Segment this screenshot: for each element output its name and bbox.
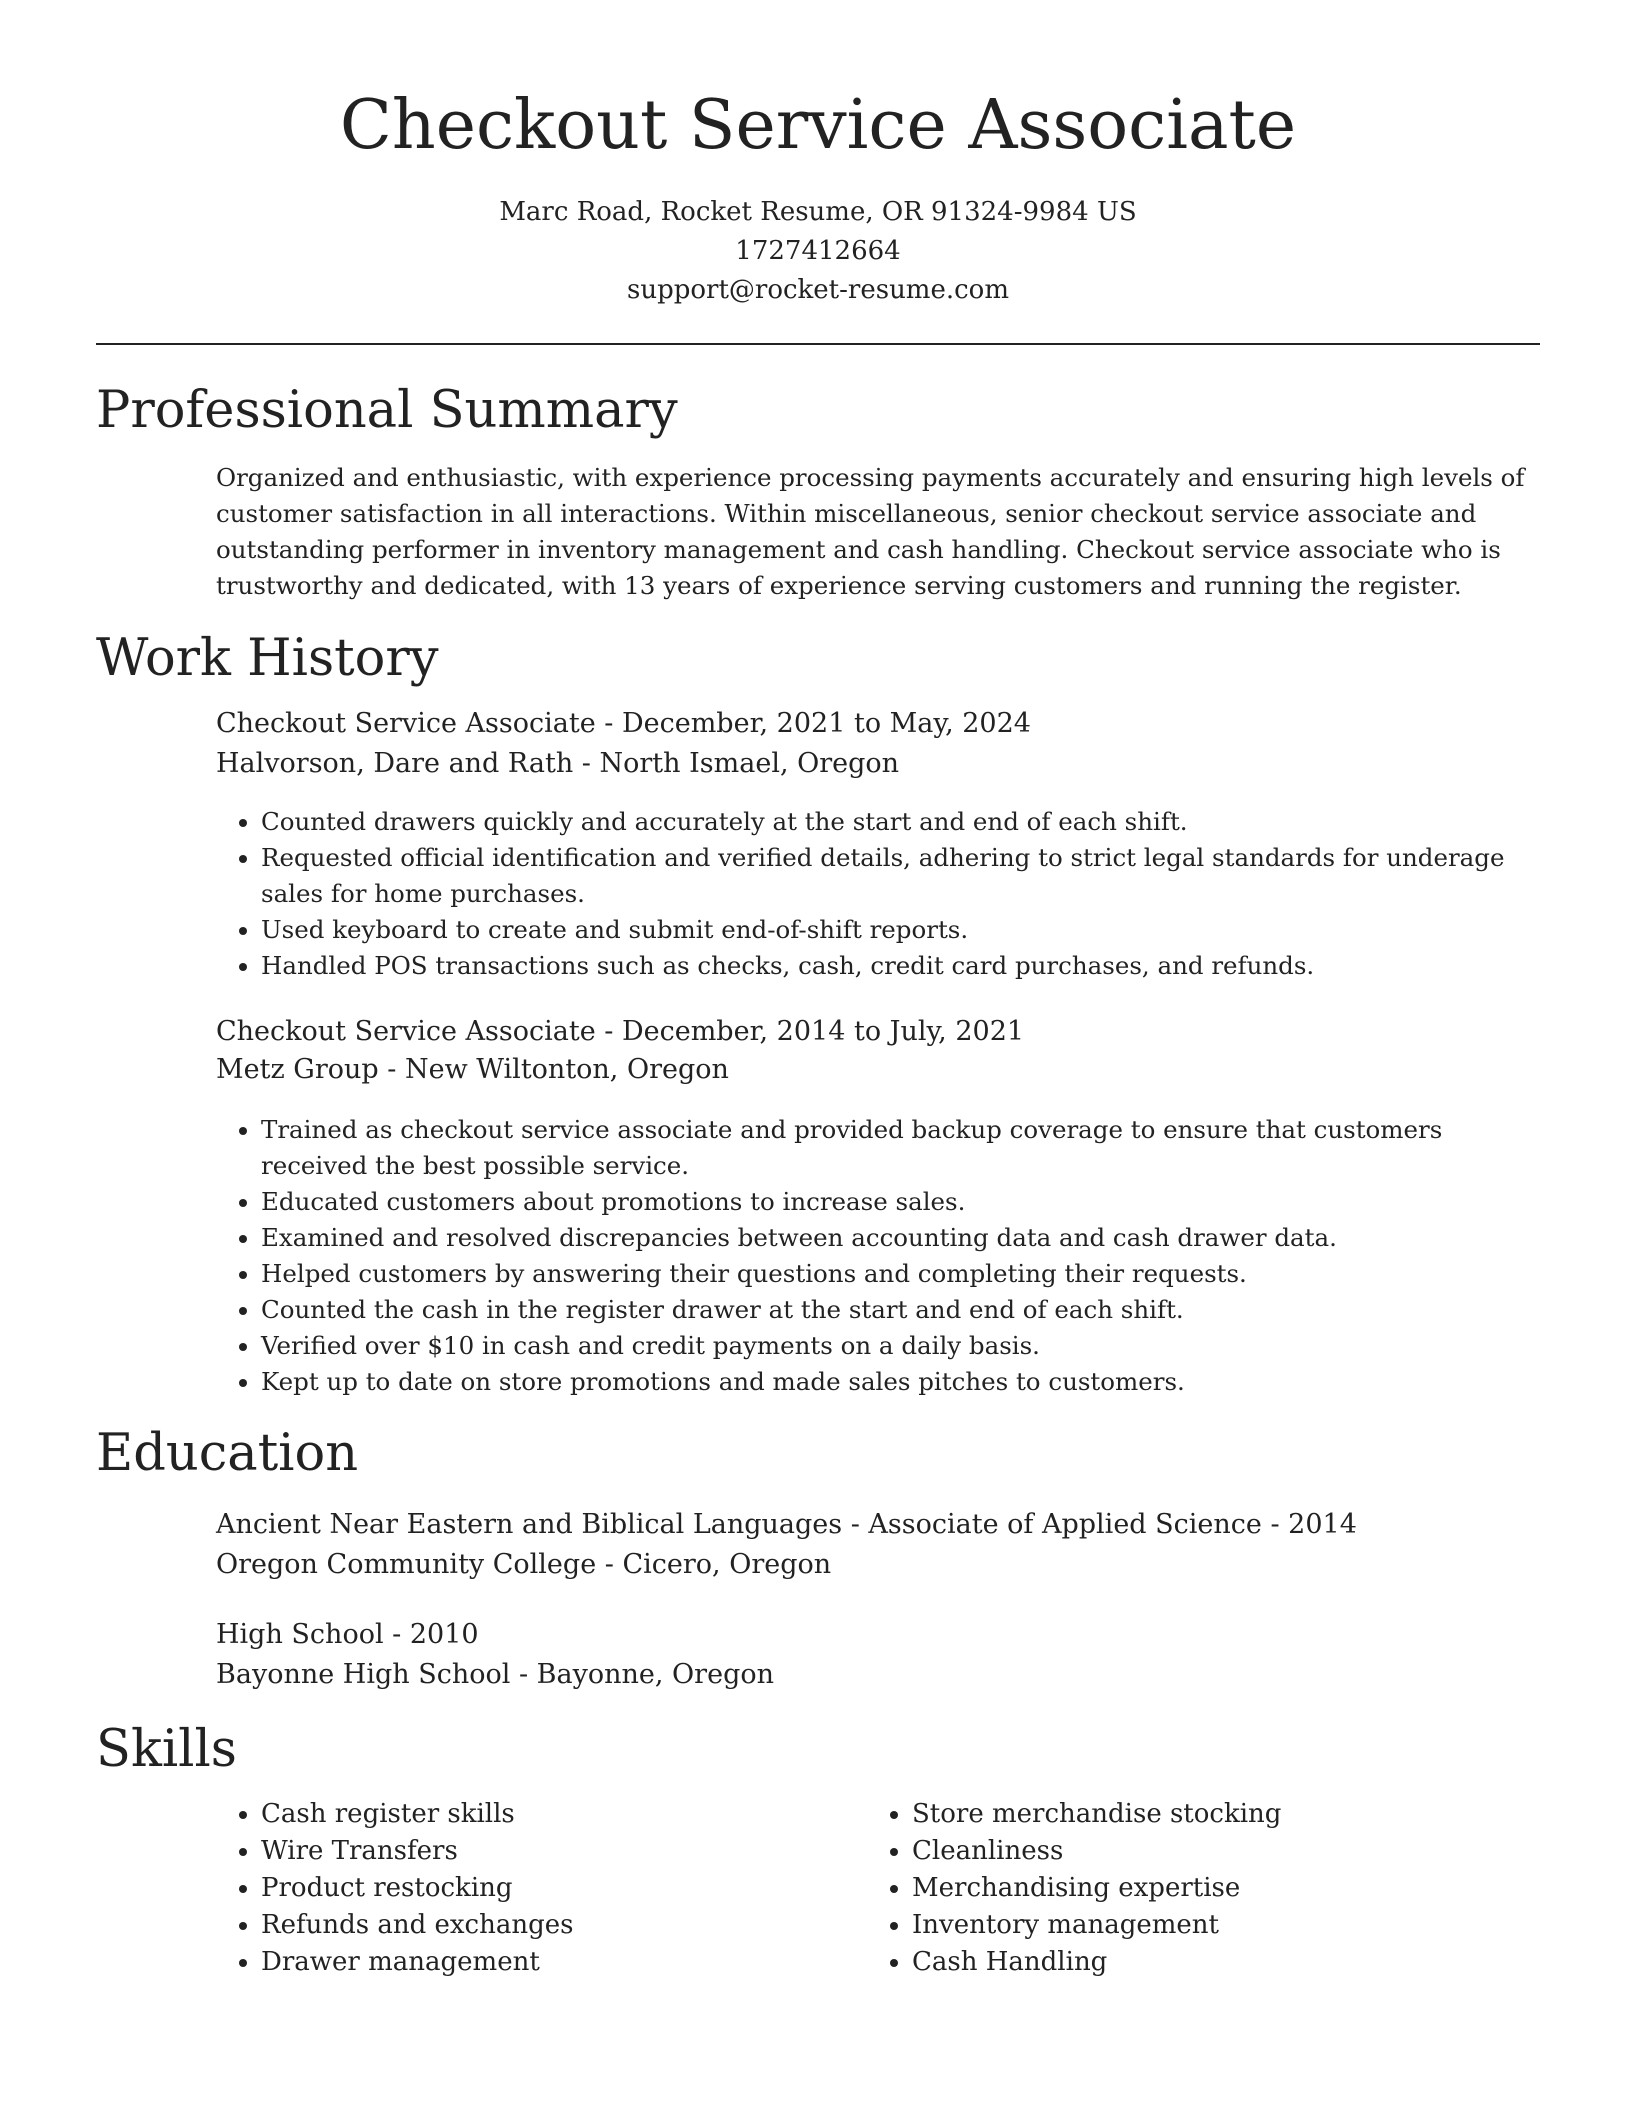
list-item: • Store merchandise stocking <box>912 1796 1467 1833</box>
education-school-line <box>216 1545 831 1585</box>
list-item: • Cash register skills <box>261 1796 816 1833</box>
list-item: • Drawer management <box>261 1944 816 1981</box>
job-dates: - December, 2014 to July, 2021 <box>595 1016 1025 1047</box>
skills-list-right <box>867 1796 1467 1981</box>
job-dates: - December, 2021 to May, 2024 <box>595 708 1031 739</box>
list-item: • Examined and resolved discrepancies between accounting data and cash drawer data. <box>261 1220 1546 1256</box>
list-item: • Merchandising expertise <box>912 1870 1467 1907</box>
skills-list-left <box>216 1796 816 1981</box>
list-item: • Counted the cash in the register drawer at the start and end of each shift. <box>261 1292 1546 1328</box>
email: support@rocket-resume.com <box>626 275 1009 305</box>
address: Marc Road, Rocket Resume, OR 91324-9984 US <box>499 197 1137 227</box>
section-title-summary: Professional Summary <box>96 381 678 440</box>
list-item: • Used keyboard to create and submit end-of-shift reports. <box>261 912 1546 948</box>
section-title-work: Work History <box>96 629 439 688</box>
job-role: Checkout Service Associate <box>216 1016 596 1047</box>
education-location: - Bayonne, Oregon <box>510 1659 774 1690</box>
list-item: • Refunds and exchanges <box>261 1907 816 1944</box>
job-location: - North Ismael, Oregon <box>573 748 900 779</box>
education-location: - Cicero, Oregon <box>596 1549 832 1580</box>
list-item: • Counted drawers quickly and accurately at the start and end of each shift. <box>261 804 1546 840</box>
job-title-line <box>216 704 1031 744</box>
list-item: • Inventory management <box>912 1907 1467 1944</box>
list-item: • Helped customers by answering their questions and completing their requests. <box>261 1256 1546 1292</box>
list-item: • Handled POS transactions such as checks, cash, credit card purchases, and refunds. <box>261 948 1546 984</box>
job-company-line <box>216 744 899 784</box>
header-divider <box>96 343 1540 345</box>
section-title-skills: Skills <box>96 1720 237 1779</box>
job-company: Metz Group <box>216 1054 379 1085</box>
education-school-line <box>216 1655 774 1695</box>
summary-text: Organized and enthusiastic, with experience processing payments accurately and ensuring high levels of customer satisfaction in all interactions. Within miscellaneous, senior checkout service associate and outstanding performer in inventory management and cash handling. Checkout service associate who is trustworthy and dedicated, with 13 years of experience serving customers and running the register. <box>216 463 1525 600</box>
page-title: Checkout Service Associate <box>339 86 1297 165</box>
list-item: • Requested official identification and verified details, adhering to strict legal standards for underage sales for home purchases. <box>261 840 1546 912</box>
job-role: Checkout Service Associate <box>216 708 596 739</box>
job-bullets <box>216 1112 1546 1400</box>
list-item: • Kept up to date on store promotions and made sales pitches to customers. <box>261 1364 1546 1400</box>
list-item: • Verified over $10 in cash and credit payments on a daily basis. <box>261 1328 1546 1364</box>
education-degree-line: High School - 2010 <box>216 1619 479 1650</box>
job-company: Halvorson, Dare and Rath <box>216 748 574 779</box>
education-school: Bayonne High School <box>216 1659 511 1690</box>
job-company-line <box>216 1050 729 1090</box>
list-item: • Cleanliness <box>912 1833 1467 1870</box>
list-item: • Educated customers about promotions to increase sales. <box>261 1184 1546 1220</box>
education-degree-line: Ancient Near Eastern and Biblical Languages - Associate of Applied Science - 2014 <box>216 1509 1357 1540</box>
job-location: - New Wiltonton, Oregon <box>378 1054 729 1085</box>
list-item: • Product restocking <box>261 1870 816 1907</box>
section-title-education: Education <box>96 1424 359 1483</box>
list-item: • Cash Handling <box>912 1944 1467 1981</box>
education-school: Oregon Community College <box>216 1549 597 1580</box>
job-title-line <box>216 1012 1024 1052</box>
list-item: • Trained as checkout service associate and provided backup coverage to ensure that customers received the best possible service. <box>261 1112 1546 1184</box>
job-bullets <box>216 804 1546 984</box>
contact-block <box>96 193 1540 310</box>
phone: 1727412664 <box>735 236 901 266</box>
list-item: • Wire Transfers <box>261 1833 816 1870</box>
